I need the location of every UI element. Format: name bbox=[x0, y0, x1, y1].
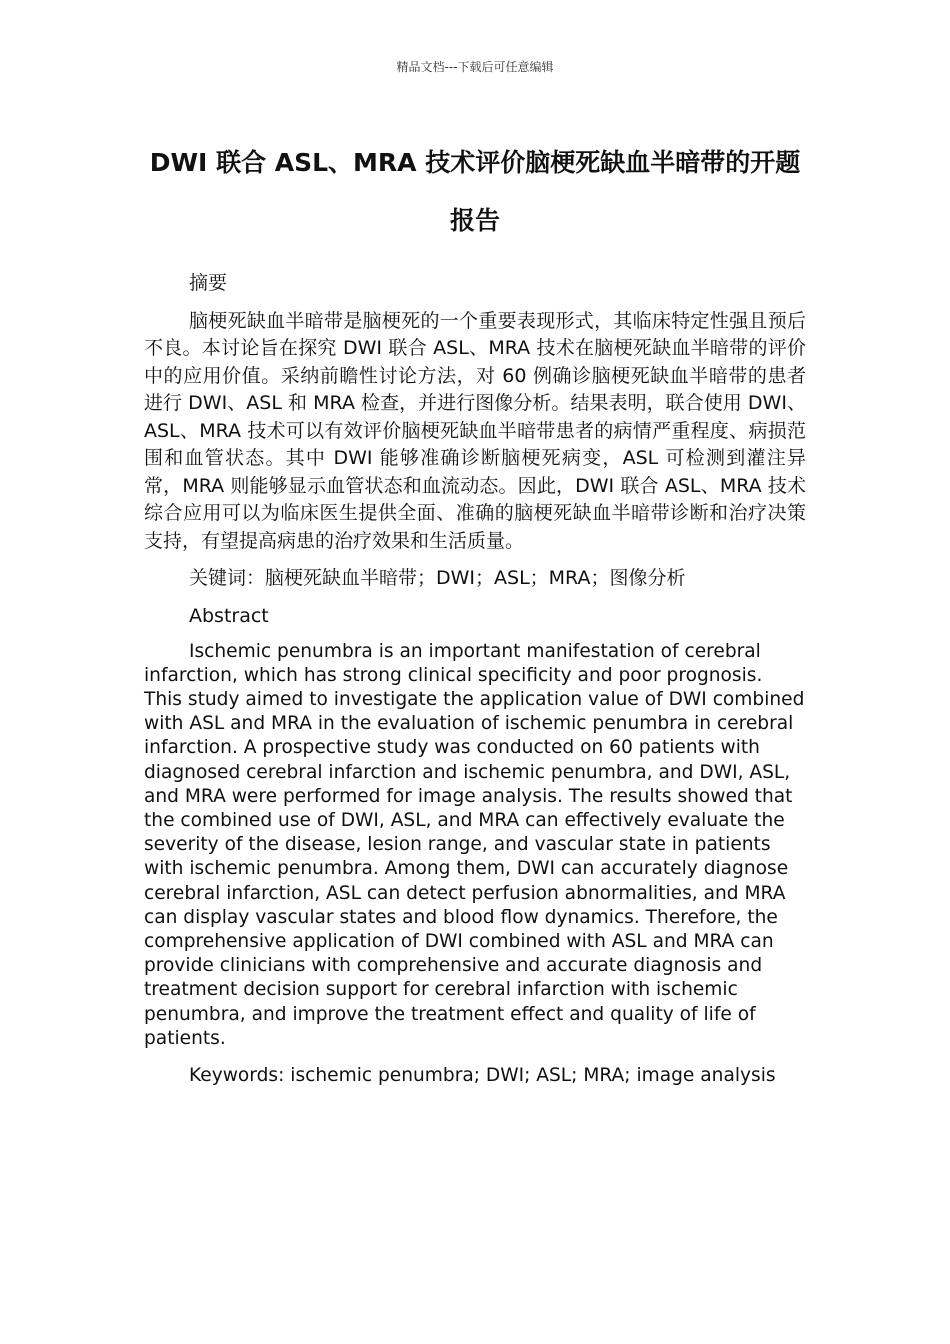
abstract-en-body: Ischemic penumbra is an important manifestation of cerebral infarction, which has strong clinical specificity and poor prognosis. This study aimed to investigate the application value of DWI combined with ASL and MRA in the evaluation of ischemic penumbra in cerebral infarction. A prospective study was conducted on 60 patients with diagnosed cerebral infarction and ischemic penumbra, and DWI, ASL, and MRA were performed for image analysis. The results showed that the combined use of DWI, ASL, and MRA can effectively evaluate the severity of the disease, lesion range, and vascular state in patients with ischemic penumbra. Among them, DWI can accurately diagnose cerebral infarction, ASL can detect perfusion abnormalities, and MRA can display vascular states and blood flow dynamics. Therefore, the comprehensive application of DWI combined with ASL and MRA can provide clinicians with comprehensive and accurate diagnosis and treatment decision support for cerebral infarction with ischemic penumbra, and improve the treatment effect and quality of life of patients. bbox=[144, 640, 805, 1049]
spacer bbox=[144, 630, 806, 640]
abstract-en-heading: Abstract bbox=[189, 604, 269, 627]
spacer bbox=[144, 593, 806, 603]
abstract-en-keywords: Keywords: ischemic penumbra; DWI; ASL; MRA; image analysis bbox=[189, 1064, 776, 1086]
header-note: 精品文档---下载后可任意编辑 bbox=[396, 60, 554, 74]
spacer bbox=[144, 1051, 806, 1064]
spacer bbox=[144, 298, 806, 308]
document-title: DWI 联合 ASL、MRA 技术评价脑梗死缺血半暗带的开题报告 bbox=[149, 148, 801, 235]
abstract-cn-heading: 摘要 bbox=[189, 272, 228, 294]
abstract-cn-body: 脑梗死缺血半暗带是脑梗死的一个重要表现形式，其临床特定性强且预后不良。本讨论旨在探究 DWI 联合 ASL、MRA 技术在脑梗死缺血半暗带的评价中的应用价值。采纳前瞻性讨论方法，对 60 例确诊脑梗死缺血半暗带的患者进行 DWI、ASL 和 MRA 检查，并进行图像分析。结果表明，联合使用 DWI、ASL、MRA 技术可以有效评价脑梗死缺血半暗带患者的病情严重程度、病损范围和血管状态。其中 DWI 能够准确诊断脑梗死病变，ASL 可检测到灌注异常，MRA 则能够显示血管状态和血流动态。因此，DWI 联合 ASL、MRA 技术综合应用可以为临床医生提供全面、准确的脑梗死缺血半暗带诊断和治疗决策支持，有望提高病患的治疗效果和生活质量。 bbox=[144, 309, 806, 552]
spacer bbox=[144, 555, 806, 565]
document-body bbox=[144, 270, 806, 1088]
abstract-cn-keywords: 关键词：脑梗死缺血半暗带；DWI；ASL；MRA；图像分析 bbox=[189, 567, 686, 589]
